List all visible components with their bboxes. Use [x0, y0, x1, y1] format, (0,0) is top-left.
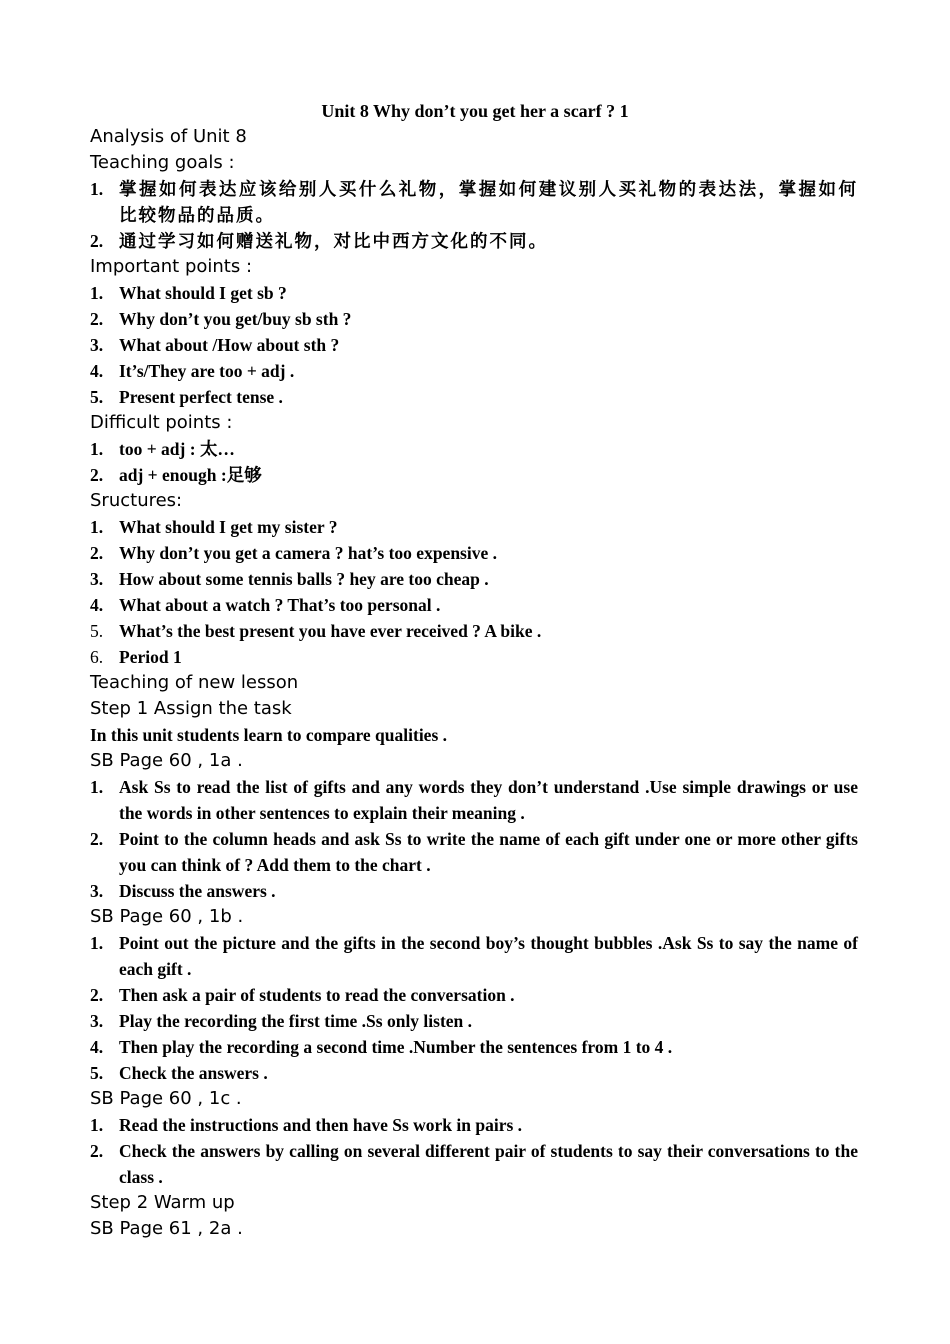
- sb-1a-heading: SB Page 60 , 1a .: [90, 750, 243, 771]
- sb-2a-heading: SB Page 61 , 2a .: [90, 1218, 243, 1239]
- list-item: 6. Period 1: [90, 647, 182, 667]
- list-item: 1. Point out the picture and the gifts in the second boy’s thought bubbles .Ask Ss to say the name of each gift .: [90, 933, 858, 979]
- list-item: 5. What’s the best present you have ever received ? A bike .: [90, 621, 542, 641]
- list-item: 3. Play the recording the first time .Ss only listen .: [90, 1011, 473, 1031]
- difficult-points-list: [90, 436, 858, 488]
- teaching-new-lesson-heading: Teaching of new lesson: [90, 672, 299, 693]
- teaching-goals-heading: Teaching goals :: [90, 152, 235, 173]
- document-body: [90, 124, 858, 1242]
- list-item: 1. 掌握如何表达应该给别人买什么礼物，掌握如何建议别人买礼物的表达法，掌握如何比较物品的品质。: [90, 179, 858, 225]
- list-item: 1. What should I get my sister ?: [90, 517, 338, 537]
- teaching-goals-list: [90, 176, 858, 254]
- step1-heading: Step 1 Assign the task: [90, 698, 292, 719]
- difficult-points-heading: Difficult points :: [90, 412, 233, 433]
- list-item: 4. What about a watch ? That’s too personal .: [90, 595, 441, 615]
- list-item: 1. What should I get sb ?: [90, 283, 287, 303]
- list-item: 2. Then ask a pair of students to read the conversation .: [90, 985, 515, 1005]
- list-item: 1. too + adj : 太…: [90, 439, 235, 459]
- list-item: 3. How about some tennis balls ? hey are too cheap .: [90, 569, 489, 589]
- list-item: 2. Check the answers by calling on several different pair of students to say their conversations to the class .: [90, 1141, 858, 1187]
- page-title: Unit 8 Why don’t you get her a scarf ? 1: [321, 101, 629, 121]
- list-item: 3. What about /How about sth ?: [90, 335, 340, 355]
- list-item: 2. Why don’t you get/buy sb sth ?: [90, 309, 352, 329]
- list-item: 1. Read the instructions and then have Ss work in pairs .: [90, 1115, 523, 1135]
- structures-heading: Sructures:: [90, 490, 183, 511]
- list-item: 3. Discuss the answers .: [90, 881, 276, 901]
- important-points-heading: Important points :: [90, 256, 253, 277]
- list-item: 5. Present perfect tense .: [90, 387, 283, 407]
- sb-1c-heading: SB Page 60 , 1c .: [90, 1088, 242, 1109]
- sb-1c-list: [90, 1112, 858, 1190]
- list-item: 2. 通过学习如何赠送礼物，对比中西方文化的不同。: [90, 231, 548, 251]
- list-item: 2. Why don’t you get a camera ? hat’s too expensive .: [90, 543, 498, 563]
- sb-1b-list: [90, 930, 858, 1086]
- sb-1a-list: [90, 774, 858, 904]
- list-item: 2. Point to the column heads and ask Ss to write the name of each gift under one or more other gifts you can think of ? Add them to the chart .: [90, 829, 858, 875]
- structures-list: [90, 514, 858, 670]
- list-item: 4. It’s/They are too + adj .: [90, 361, 295, 381]
- step2-heading: Step 2 Warm up: [90, 1192, 235, 1213]
- sb-1b-heading: SB Page 60 , 1b .: [90, 906, 244, 927]
- list-item: 2. adj + enough :足够: [90, 465, 262, 485]
- step1-intro: In this unit students learn to compare qualities .: [90, 725, 448, 745]
- list-item: 5. Check the answers .: [90, 1063, 268, 1083]
- analysis-heading: Analysis of Unit 8: [90, 126, 247, 147]
- important-points-list: [90, 280, 858, 410]
- list-item: 1. Ask Ss to read the list of gifts and any words they don’t understand .Use simple drawings or use the words in other sentences to explain their meaning .: [90, 777, 858, 823]
- list-item: 4. Then play the recording a second time .Number the sentences from 1 to 4 .: [90, 1037, 673, 1057]
